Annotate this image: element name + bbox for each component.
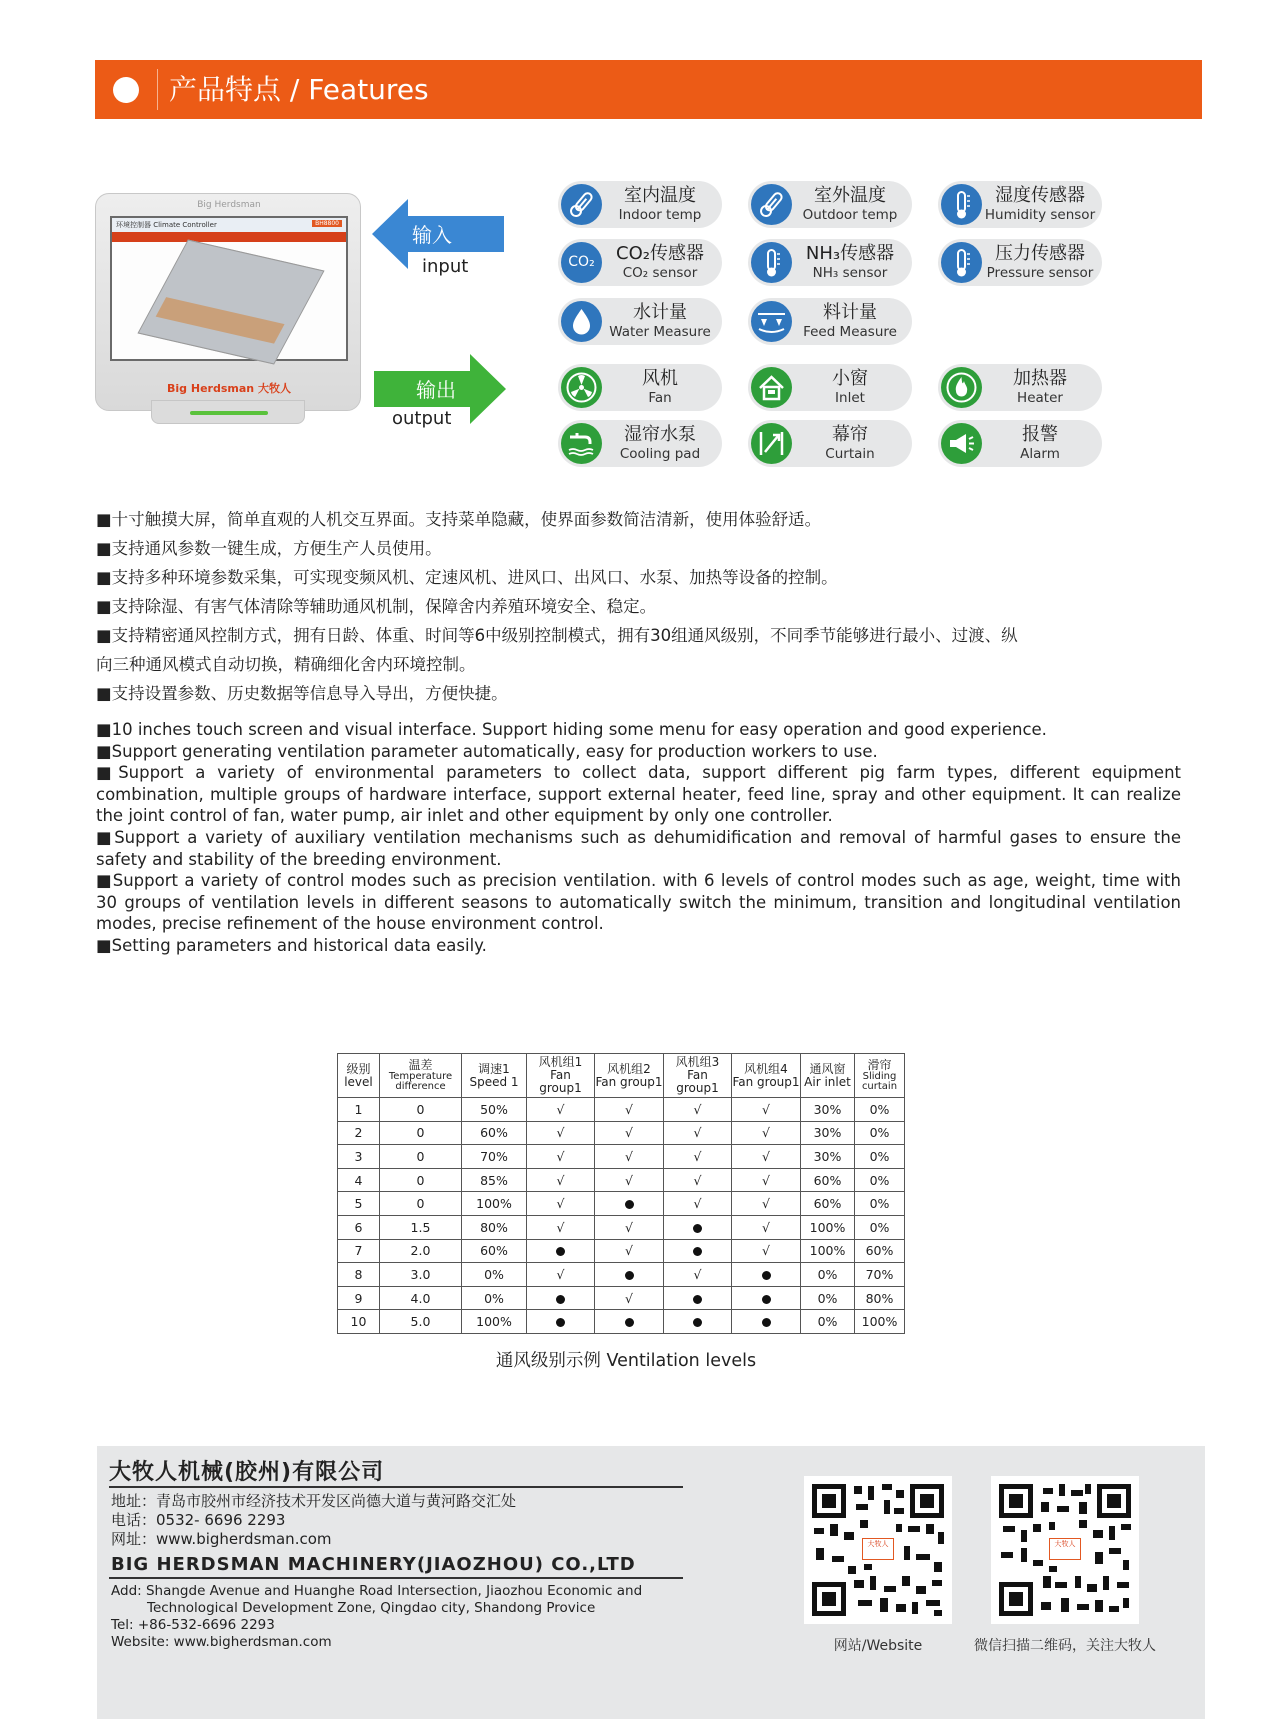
screen-toolbar: [112, 232, 346, 242]
header-en: Fan group1: [732, 1074, 800, 1089]
table-cell: 0: [380, 1145, 462, 1169]
output-pill-curtain: [748, 420, 912, 467]
pill-label-en: Indoor temp: [618, 207, 702, 223]
table-cell: 80%: [462, 1215, 527, 1239]
table-cell: [732, 1286, 801, 1310]
header-en: Fan group1: [539, 1068, 582, 1095]
co2-icon: [561, 242, 602, 283]
table-cell: √: [732, 1239, 801, 1263]
header-cn: 温差: [408, 1058, 433, 1072]
pill-label-cn: 报警: [1022, 424, 1058, 445]
features-cn: [96, 505, 1186, 708]
pill-label-cn: 湿帘水泵: [624, 424, 696, 445]
table-cell: 1: [338, 1098, 380, 1122]
pill-label-en: Humidity sensor: [984, 207, 1096, 223]
table-header-cell: [338, 1054, 380, 1098]
header-en: Temperature difference: [388, 1071, 453, 1092]
table-cell: 6: [338, 1215, 380, 1239]
table-header-cell: [664, 1054, 732, 1098]
off-dot-icon: [556, 1295, 565, 1304]
table-cell: √: [595, 1121, 664, 1145]
table-row: [338, 1239, 905, 1263]
pill-label-en: Inlet: [835, 390, 865, 406]
pill-label-cn: 风机: [642, 368, 678, 389]
table-cell: 7: [338, 1239, 380, 1263]
table-cell: √: [732, 1145, 801, 1169]
website-en: Website: www.bigherdsman.com: [111, 1634, 332, 1650]
header-en: level: [344, 1074, 373, 1089]
table-row: [338, 1098, 905, 1122]
table-cell: √: [664, 1145, 732, 1169]
address-en-2: Technological Development Zone, Qingdao city, Shandong Provice: [147, 1600, 596, 1616]
feature-en-item: ■Support a variety of control modes such as precision ventilation. with 6 levels of control modes such as age, weight, time with 30 groups of ventilation levels in different seasons to automatically switch the minimum, transition and longitudinal ventilation modes, precise refinement of the house environment control.: [96, 871, 1181, 934]
table-cell: 1.5: [380, 1215, 462, 1239]
feature-en-item: ■10 inches touch screen and visual interface. Support hiding some menu for easy operation and good experience.: [96, 720, 1047, 739]
pill-label-en: CO₂ sensor: [622, 265, 698, 281]
table-cell: [664, 1286, 732, 1310]
website-qr-code[interactable]: [804, 1476, 952, 1624]
output-pill-inlet: [748, 364, 912, 411]
off-dot-icon: [693, 1295, 702, 1304]
header-en: Fan group1: [676, 1068, 719, 1095]
table-cell: 2.0: [380, 1239, 462, 1263]
faucet-icon: [561, 423, 602, 464]
website-cn: 网址：www.bigherdsman.com: [111, 1530, 332, 1548]
table-cell: √: [595, 1239, 664, 1263]
table-cell: 10: [338, 1310, 380, 1334]
table-cell: 70%: [855, 1263, 905, 1287]
table-header-cell: [801, 1054, 855, 1098]
table-cell: [664, 1239, 732, 1263]
feature-cn-item: ■支持设置参数、历史数据等信息导入导出，方便快捷。: [96, 684, 508, 703]
table-cell: 3.0: [380, 1263, 462, 1287]
off-dot-icon: [762, 1318, 771, 1327]
header-en: Speed 1: [469, 1074, 519, 1089]
pressure-sensor-icon: [941, 242, 982, 283]
qr-wechat-label: 微信扫描二维码，关注大牧人: [974, 1638, 1156, 1654]
table-cell: √: [732, 1168, 801, 1192]
table-cell: 100%: [462, 1310, 527, 1334]
input-pill-nh3: [748, 239, 912, 286]
table-cell: √: [527, 1263, 595, 1287]
feed-icon: [751, 301, 792, 342]
table-cell: 0%: [855, 1145, 905, 1169]
table-cell: 0%: [801, 1286, 855, 1310]
table-cell: 0%: [855, 1098, 905, 1122]
table-cell: 0: [380, 1121, 462, 1145]
input-pill-indoor-temp: [558, 181, 722, 228]
table-cell: 60%: [462, 1121, 527, 1145]
table-cell: √: [664, 1192, 732, 1216]
header-cn: 风机组3: [675, 1055, 720, 1069]
input-pill-water: [558, 298, 722, 345]
header-dot-box: [95, 60, 157, 119]
off-dot-icon: [625, 1318, 634, 1327]
header-cn: 风机组1: [538, 1055, 583, 1069]
table-cell: 4: [338, 1168, 380, 1192]
qr-website-label: 网站/Website: [833, 1638, 923, 1654]
off-dot-icon: [762, 1295, 771, 1304]
table-cell: 0%: [462, 1286, 527, 1310]
feature-cn-item: ■十寸触摸大屏，简单直观的人机交互界面。支持菜单隐藏，使界面参数简洁清新，使用体验舒适。: [96, 510, 822, 529]
pill-label-en: Curtain: [825, 446, 875, 462]
feature-en-item: ■Setting parameters and historical data easily.: [96, 935, 487, 955]
table-cell: 0: [380, 1098, 462, 1122]
off-dot-icon: [762, 1271, 771, 1280]
header-cn: 通风窗: [809, 1061, 846, 1076]
table-cell: √: [732, 1192, 801, 1216]
input-pill-co2: [558, 239, 722, 286]
input-pill-outdoor-temp: [748, 181, 912, 228]
off-dot-icon: [556, 1318, 565, 1327]
screen-title-text: 环境控制器 Climate Controller: [116, 221, 217, 229]
pill-label-en: Pressure sensor: [986, 265, 1094, 281]
off-dot-icon: [556, 1247, 565, 1256]
curtain-icon: [751, 423, 792, 464]
footer-divider: [109, 1486, 683, 1488]
header-en: Sliding curtain: [861, 1071, 898, 1092]
thermometer-icon: [561, 184, 602, 225]
table-cell: 0%: [855, 1192, 905, 1216]
table-cell: 50%: [462, 1098, 527, 1122]
pill-label-en: Water Measure: [609, 324, 711, 340]
feature-en-item: ■Support generating ventilation parameter automatically, easy for production workers to use.: [96, 741, 878, 761]
flame-icon: [941, 367, 982, 408]
table-cell: 0%: [462, 1263, 527, 1287]
header-en: Air inlet: [804, 1074, 851, 1089]
feature-cn-item: ■支持精密通风控制方式，拥有日龄、体重、时间等6中级别控制模式，拥有30组通风级别，不同季节能够进行最小、过渡、纵: [96, 626, 1018, 645]
input-pill-humidity: [938, 181, 1102, 228]
feature-cn-item: ■支持通风参数一键生成，方便生产人员使用。: [96, 539, 442, 558]
pill-label-cn: NH₃传感器: [805, 243, 895, 264]
feature-cn-item: ■支持除湿、有害气体清除等辅助通风机制，保障舍内养殖环境安全、稳定。: [96, 597, 657, 616]
header-cn: 风机组2: [607, 1061, 651, 1076]
table-cell: 100%: [801, 1239, 855, 1263]
output-pill-heater: [938, 364, 1102, 411]
table-body: [338, 1098, 905, 1334]
table-cell: 85%: [462, 1168, 527, 1192]
table-cell: 0%: [801, 1310, 855, 1334]
table-header-cell: [595, 1054, 664, 1098]
table-cell: √: [527, 1168, 595, 1192]
table-cell: √: [664, 1263, 732, 1287]
header-en: Fan group1: [595, 1074, 663, 1089]
feature-cn-item: ■支持多种环境参数采集，可实现变频风机、定速风机、进风口、出风口、水泵、加热等设备的控制。: [96, 568, 838, 587]
controller-device-image: [95, 193, 361, 429]
table-cell: √: [664, 1121, 732, 1145]
pill-label-cn: 加热器: [1013, 368, 1067, 389]
company-footer: [97, 1446, 1205, 1719]
pill-label-en: Cooling pad: [619, 446, 701, 462]
table-cell: 100%: [462, 1192, 527, 1216]
table-cell: 0: [380, 1192, 462, 1216]
section-title: 产品特点 / Features: [169, 73, 429, 106]
table-cell: √: [732, 1121, 801, 1145]
output-arrow-en: output: [392, 408, 452, 429]
table-row: [338, 1121, 905, 1145]
table-cell: 0%: [855, 1168, 905, 1192]
qr-center-logo: 大牧人: [1049, 1538, 1081, 1560]
screen-title: [112, 218, 346, 232]
section-header: [95, 60, 1202, 119]
table-cell: [595, 1192, 664, 1216]
table-cell: [595, 1310, 664, 1334]
output-pill-fan: [558, 364, 722, 411]
company-name-cn: 大牧人机械(胶州)有限公司: [109, 1460, 385, 1485]
table-row: [338, 1145, 905, 1169]
off-dot-icon: [625, 1271, 634, 1280]
off-dot-icon: [693, 1224, 702, 1233]
table-cell: 0%: [855, 1215, 905, 1239]
table-cell: 9: [338, 1286, 380, 1310]
table-cell: √: [527, 1145, 595, 1169]
table-cell: 30%: [801, 1121, 855, 1145]
table-cell: √: [595, 1215, 664, 1239]
table-row: [338, 1192, 905, 1216]
device-stand: [151, 400, 305, 424]
humidity-sensor-icon: [941, 184, 982, 225]
table-header-cell: [380, 1054, 462, 1098]
feature-cn-item: 向三种通风模式自动切换，精确细化舍内环境控制。: [96, 655, 476, 674]
table-cell: √: [664, 1168, 732, 1192]
wechat-qr-code[interactable]: [991, 1476, 1139, 1624]
table-cell: 8: [338, 1263, 380, 1287]
feature-en-item: ■Support a variety of auxiliary ventilation mechanisms such as dehumidification and removal of harmful gases to ensure the safety and stability of the breeding environment.: [96, 827, 1181, 869]
table-cell: √: [527, 1215, 595, 1239]
table-header-cell: [462, 1054, 527, 1098]
input-arrow-label: 输入: [412, 223, 452, 247]
table-cell: 30%: [801, 1098, 855, 1122]
table-cell: √: [732, 1098, 801, 1122]
table-cell: 0%: [801, 1263, 855, 1287]
device-screen: [110, 216, 348, 361]
table-cell: 100%: [855, 1310, 905, 1334]
table-cell: √: [527, 1121, 595, 1145]
table-cell: [664, 1310, 732, 1334]
thermometer-icon: [751, 184, 792, 225]
table-cell: √: [664, 1098, 732, 1122]
table-cell: 100%: [801, 1215, 855, 1239]
water-drop-icon: [561, 301, 602, 342]
table-cell: 60%: [855, 1239, 905, 1263]
output-pill-alarm: [938, 420, 1102, 467]
fan-icon: [561, 367, 602, 408]
off-dot-icon: [625, 1200, 634, 1209]
table-header-cell: [527, 1054, 595, 1098]
table-caption: 通风级别示例 Ventilation levels: [495, 1351, 757, 1371]
pill-label-en: Fan: [648, 390, 672, 406]
table-cell: 0%: [855, 1121, 905, 1145]
pill-label-en: Feed Measure: [803, 324, 897, 340]
table-cell: 60%: [801, 1168, 855, 1192]
table-cell: √: [595, 1145, 664, 1169]
input-arrow-en: input: [422, 256, 469, 277]
qr-center-logo: 大牧人: [862, 1538, 894, 1560]
address-en-1: Add: Shangde Avenue and Huanghe Road Intersection, Jiaozhou Economic and: [111, 1583, 643, 1599]
table-cell: √: [595, 1168, 664, 1192]
table-cell: 5: [338, 1192, 380, 1216]
pill-label-cn: 小窗: [832, 368, 868, 389]
pill-label-en: Alarm: [1020, 446, 1060, 462]
output-pill-cooling-pad: [558, 420, 722, 467]
table-cell: [527, 1310, 595, 1334]
footer-divider: [109, 1577, 683, 1579]
co2-icon-text: CO₂: [568, 254, 595, 270]
device-body: [95, 193, 361, 411]
table-header-cell: [732, 1054, 801, 1098]
device-brand: Big Herdsman: [197, 200, 261, 210]
table-cell: [664, 1215, 732, 1239]
pill-label-cn: 湿度传感器: [995, 185, 1085, 206]
pill-label-cn: 料计量: [823, 302, 877, 323]
header-circle-icon: [113, 77, 139, 103]
pill-label-cn: 幕帘: [832, 424, 868, 445]
table-cell: √: [595, 1286, 664, 1310]
pill-label-cn: 压力传感器: [995, 243, 1085, 264]
table-cell: √: [732, 1215, 801, 1239]
table-row: [338, 1286, 905, 1310]
table-row: [338, 1168, 905, 1192]
table-row: [338, 1263, 905, 1287]
table-cell: 0: [380, 1168, 462, 1192]
pill-label-cn: 水计量: [633, 302, 687, 323]
table-cell: 80%: [855, 1286, 905, 1310]
off-dot-icon: [693, 1247, 702, 1256]
header-divider: [157, 69, 158, 110]
header-cn: 滑帘: [867, 1058, 892, 1072]
table-cell: √: [527, 1192, 595, 1216]
pill-label-en: NH₃ sensor: [812, 265, 888, 281]
table-header-cell: [855, 1054, 905, 1098]
table-cell: 30%: [801, 1145, 855, 1169]
table-row: [338, 1310, 905, 1334]
feature-en-item: ■Support a variety of environmental parameters to collect data, support different pig farm types, different equipment combination, multiple groups of hardware interface, support external heater, feed line, spray and other equipment. It can realize the joint control of fan, water pump, air inlet and other equipment by only one controller.: [96, 763, 1181, 826]
nh3-sensor-icon: [751, 242, 792, 283]
table-cell: [732, 1310, 801, 1334]
table-cell: 60%: [801, 1192, 855, 1216]
house-icon: [751, 367, 792, 408]
table-cell: [527, 1239, 595, 1263]
table-cell: 5.0: [380, 1310, 462, 1334]
pill-label-cn: CO₂传感器: [616, 243, 704, 264]
company-name-en: BIG HERDSMAN MACHINERY(JIAOZHOU) CO.,LTD: [111, 1554, 636, 1575]
off-dot-icon: [693, 1318, 702, 1327]
tel-en: Tel: +86-532-6696 2293: [111, 1617, 275, 1633]
table-cell: [732, 1263, 801, 1287]
table-cell: 70%: [462, 1145, 527, 1169]
pill-label-cn: 室外温度: [814, 185, 886, 206]
table-cell: [595, 1263, 664, 1287]
table-cell: √: [595, 1098, 664, 1122]
pill-label-en: Outdoor temp: [802, 207, 898, 223]
header-cn: 风机组4: [744, 1061, 788, 1076]
screen-model-badge: BH8800: [312, 220, 342, 227]
input-pill-feed: [748, 298, 912, 345]
phone-cn: 电话：0532- 6696 2293: [111, 1511, 286, 1529]
output-arrow-label: 输出: [416, 378, 456, 402]
table-header-row: [338, 1054, 905, 1098]
table-cell: 60%: [462, 1239, 527, 1263]
table-cell: 3: [338, 1145, 380, 1169]
screen-house-pad: [156, 297, 285, 344]
table-cell: [527, 1286, 595, 1310]
megaphone-icon: [941, 423, 982, 464]
pill-label-cn: 室内温度: [624, 185, 696, 206]
table-row: [338, 1215, 905, 1239]
pill-label-en: Heater: [1017, 390, 1063, 406]
device-led-strip: [190, 411, 268, 415]
header-cn: 级别: [346, 1061, 371, 1076]
device-logo: Big Herdsman 大牧人: [167, 382, 291, 395]
ventilation-levels-table: [337, 1053, 905, 1334]
features-en: [96, 719, 1181, 957]
header-cn: 调速1: [478, 1061, 510, 1076]
screen-house-graphic: [137, 239, 324, 364]
address-cn: 地址：青岛市胶州市经济技术开发区尚德大道与黄河路交汇处: [111, 1492, 517, 1510]
table-cell: √: [527, 1098, 595, 1122]
table-cell: 4.0: [380, 1286, 462, 1310]
table-cell: 2: [338, 1121, 380, 1145]
input-pill-pressure: [938, 239, 1102, 286]
